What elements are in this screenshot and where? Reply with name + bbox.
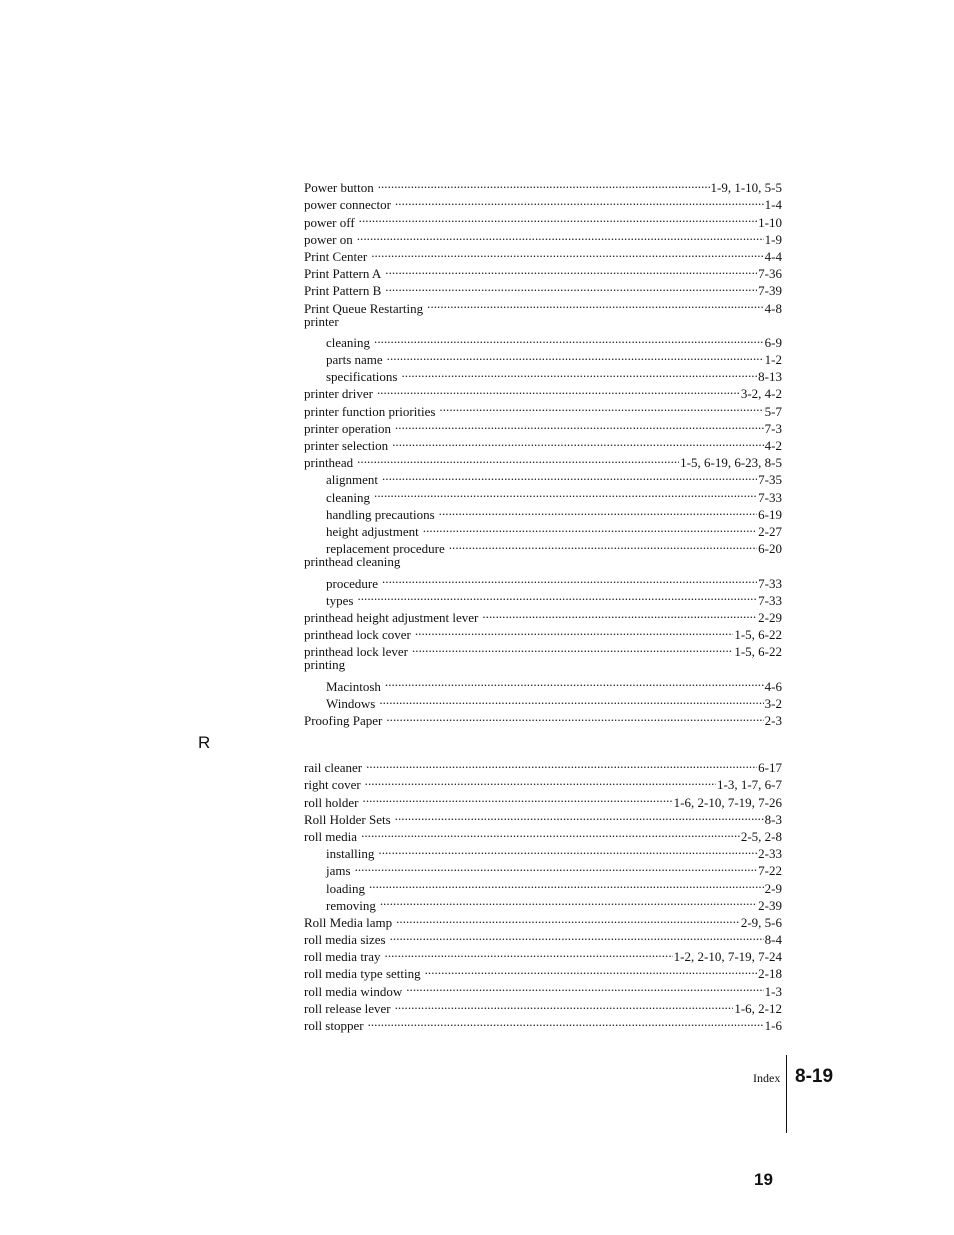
index-entry bbox=[304, 807, 782, 827]
index-term: installing bbox=[326, 846, 375, 862]
index-page-refs: 6-20 bbox=[758, 541, 782, 557]
dot-leader bbox=[377, 381, 740, 398]
index-entry bbox=[304, 553, 782, 570]
section-letter-r: R bbox=[198, 733, 211, 752]
dot-leader bbox=[357, 588, 757, 605]
dot-leader bbox=[357, 450, 679, 467]
index-entry bbox=[304, 605, 782, 625]
index-term: roll media sizes bbox=[304, 932, 386, 948]
footer-divider bbox=[786, 1055, 787, 1133]
dot-leader bbox=[378, 175, 710, 192]
dot-leader bbox=[363, 789, 673, 806]
index-term: roll media type setting bbox=[304, 966, 421, 982]
index-page-refs: 1-3 bbox=[764, 983, 782, 999]
index-term: loading bbox=[326, 880, 365, 896]
index-term: Roll Holder Sets bbox=[304, 811, 391, 827]
index-page-refs: 8-13 bbox=[758, 369, 782, 385]
index-page-refs: 3-2 bbox=[764, 695, 782, 711]
index-page-refs: 7-22 bbox=[758, 863, 782, 879]
index-term: cleaning bbox=[326, 334, 371, 350]
index-page-refs: 7-33 bbox=[758, 592, 782, 608]
index-page-refs: 2-18 bbox=[758, 966, 782, 982]
index-subentry bbox=[304, 841, 782, 862]
index-page-refs: 7-33 bbox=[758, 575, 782, 591]
dot-leader bbox=[395, 996, 734, 1013]
index-term: roll release lever bbox=[304, 1000, 391, 1016]
index-entry bbox=[304, 1013, 782, 1033]
index-page-refs: 7-35 bbox=[758, 472, 782, 488]
index-page-refs: 3-2, 4-2 bbox=[740, 386, 782, 402]
index-entry bbox=[304, 244, 782, 264]
index-page-refs: 1-10 bbox=[758, 214, 782, 230]
index-term: alignment bbox=[326, 472, 378, 488]
dot-leader bbox=[385, 278, 757, 295]
index-entry bbox=[304, 824, 782, 844]
index-page-refs: 8-3 bbox=[764, 811, 782, 827]
dot-leader bbox=[361, 824, 740, 841]
index-page-refs: 2-33 bbox=[758, 846, 782, 862]
index-term: printhead height adjustment lever bbox=[304, 609, 479, 625]
dot-leader bbox=[385, 261, 757, 278]
index-term: power off bbox=[304, 214, 355, 230]
index-subentry bbox=[304, 347, 782, 368]
index-subentry bbox=[304, 570, 782, 591]
index-page-refs: 2-3 bbox=[764, 713, 782, 728]
index-term: right cover bbox=[304, 777, 361, 793]
dot-leader bbox=[382, 467, 757, 484]
dot-leader bbox=[380, 893, 757, 910]
index-page-refs: 4-4 bbox=[764, 248, 782, 264]
index-term: types bbox=[326, 592, 354, 608]
index-term: Print Pattern B bbox=[304, 283, 382, 299]
index-subentry bbox=[304, 893, 782, 913]
index-term: rail cleaner bbox=[304, 760, 363, 776]
dot-leader bbox=[385, 673, 764, 690]
dot-leader bbox=[406, 978, 763, 995]
index-term: Windows bbox=[326, 695, 376, 711]
index-term: printer selection bbox=[304, 438, 389, 453]
index-page-refs: 1-6 bbox=[764, 1018, 782, 1033]
index-page-refs: 1-5, 6-22 bbox=[734, 627, 782, 643]
dot-leader bbox=[369, 875, 764, 892]
index-page-refs: 1-6, 2-12 bbox=[734, 1000, 782, 1016]
index-term: Print Queue Restarting bbox=[304, 300, 424, 316]
index-term: printhead lock cover bbox=[304, 627, 411, 643]
index-term: power connector bbox=[304, 197, 391, 213]
dot-leader bbox=[412, 639, 733, 656]
index-term: printhead cleaning bbox=[304, 554, 401, 570]
index-term: printer driver bbox=[304, 386, 373, 402]
index-page-refs: 1-2 bbox=[764, 352, 782, 368]
dot-leader bbox=[379, 691, 763, 708]
index-subentry bbox=[304, 467, 782, 488]
index-term: roll media tray bbox=[304, 949, 381, 965]
index-entry bbox=[304, 789, 782, 810]
dot-leader bbox=[359, 209, 757, 226]
index-term: printer function priorities bbox=[304, 403, 436, 419]
index-page-refs: 1-3, 1-7, 6-7 bbox=[717, 777, 782, 793]
index-term: replacement procedure bbox=[326, 541, 445, 557]
index-term: printhead lock lever bbox=[304, 644, 408, 660]
index-page-refs: 2-39 bbox=[758, 897, 782, 913]
index-term: specifications bbox=[326, 369, 398, 385]
index-entry bbox=[304, 227, 782, 247]
index-page-refs: 7-36 bbox=[758, 266, 782, 282]
index-term: handling precautions bbox=[326, 506, 435, 522]
dot-leader bbox=[390, 927, 764, 944]
index-term: printer bbox=[304, 313, 339, 329]
dot-leader bbox=[439, 502, 757, 519]
index-entry bbox=[304, 209, 782, 230]
index-page-refs: 4-8 bbox=[764, 300, 782, 316]
index-page-refs: 1-6, 2-10, 7-19, 7-26 bbox=[673, 794, 782, 810]
index-subentry bbox=[304, 858, 782, 879]
dot-leader bbox=[395, 807, 764, 824]
dot-leader bbox=[425, 961, 758, 978]
index-term: Proofing Paper bbox=[304, 713, 383, 728]
index-section-p bbox=[304, 175, 782, 728]
index-page-refs: 1-9 bbox=[764, 231, 782, 247]
index-page-refs: 1-5, 6-19, 6-23, 8-5 bbox=[680, 455, 782, 471]
dot-leader bbox=[371, 244, 763, 261]
index-term: height adjustment bbox=[326, 523, 419, 539]
index-term: printhead bbox=[304, 455, 354, 471]
index-entry bbox=[304, 772, 782, 793]
index-page-refs: 2-5, 2-8 bbox=[740, 828, 782, 844]
index-page-refs: 8-4 bbox=[764, 932, 782, 948]
dot-leader bbox=[423, 519, 757, 536]
dot-leader bbox=[382, 570, 757, 587]
index-page-refs: 5-7 bbox=[764, 403, 782, 419]
index-page-refs: 4-6 bbox=[764, 678, 782, 694]
index-subentry bbox=[304, 588, 782, 608]
index-term: roll media bbox=[304, 828, 358, 844]
dot-leader bbox=[357, 227, 764, 244]
dot-leader bbox=[415, 622, 733, 639]
dot-leader bbox=[427, 295, 764, 312]
index-entry bbox=[304, 450, 782, 471]
footer-section-label: Index bbox=[753, 1071, 781, 1085]
index-entry bbox=[304, 755, 782, 776]
index-term: Macintosh bbox=[326, 678, 381, 694]
index-term: jams bbox=[326, 863, 351, 879]
dot-leader bbox=[395, 192, 764, 209]
index-term: power on bbox=[304, 231, 353, 247]
dot-leader bbox=[374, 484, 757, 501]
index-term: Power button bbox=[304, 180, 374, 196]
index-page-refs: 1-9, 1-10, 5-5 bbox=[710, 180, 782, 196]
dot-leader bbox=[482, 605, 757, 622]
index-subentry bbox=[304, 502, 782, 522]
index-page-refs: 7-33 bbox=[758, 489, 782, 505]
index-subentry bbox=[304, 875, 782, 896]
index-page-refs: 4-2 bbox=[764, 438, 782, 453]
dot-leader bbox=[378, 841, 757, 858]
dot-leader bbox=[368, 1013, 764, 1030]
index-subentry bbox=[304, 330, 782, 350]
index-subentry bbox=[304, 484, 782, 505]
index-term: roll holder bbox=[304, 794, 359, 810]
index-page-refs: 7-3 bbox=[764, 420, 782, 436]
index-subentry bbox=[304, 673, 782, 694]
index-term: Print Pattern A bbox=[304, 266, 382, 282]
index-page-refs: 2-9 bbox=[764, 880, 782, 896]
dot-leader bbox=[395, 416, 764, 433]
index-page-refs: 1-2, 2-10, 7-19, 7-24 bbox=[673, 949, 782, 965]
index-term: printer operation bbox=[304, 420, 391, 436]
index-term: Print Center bbox=[304, 248, 368, 264]
index-term: roll stopper bbox=[304, 1018, 364, 1033]
index-page-refs: 6-17 bbox=[758, 760, 782, 776]
dot-leader bbox=[365, 772, 716, 789]
dot-leader bbox=[385, 944, 673, 961]
index-term: printing bbox=[304, 657, 346, 673]
index-page-refs: 7-39 bbox=[758, 283, 782, 299]
index-page-refs: 6-19 bbox=[758, 506, 782, 522]
dot-leader bbox=[366, 755, 757, 772]
index-page-refs: 1-5, 6-22 bbox=[734, 644, 782, 660]
index-term: removing bbox=[326, 897, 376, 913]
footer-page-number: 8-19 bbox=[795, 1066, 834, 1087]
dot-leader bbox=[401, 364, 757, 381]
index-term: parts name bbox=[326, 352, 383, 368]
dot-leader bbox=[355, 858, 758, 875]
dot-leader bbox=[396, 910, 740, 927]
index-term: roll media window bbox=[304, 983, 403, 999]
index-page-refs: 2-29 bbox=[758, 609, 782, 625]
index-page-refs: 2-9, 5-6 bbox=[740, 914, 782, 930]
dot-leader bbox=[374, 330, 764, 347]
index-page-refs: 1-4 bbox=[764, 197, 782, 213]
index-page-refs: 2-27 bbox=[758, 523, 782, 539]
index-entry bbox=[304, 175, 782, 196]
dot-leader bbox=[449, 536, 757, 553]
dot-leader bbox=[439, 398, 763, 415]
index-term: procedure bbox=[326, 575, 378, 591]
sheet-number: 19 bbox=[754, 1170, 773, 1189]
dot-leader bbox=[392, 433, 764, 450]
index-term: Roll Media lamp bbox=[304, 914, 393, 930]
index-term: cleaning bbox=[326, 489, 371, 505]
dot-leader bbox=[386, 708, 763, 725]
dot-leader bbox=[387, 347, 764, 364]
index-section-r bbox=[304, 755, 782, 1033]
index-entry bbox=[304, 261, 782, 282]
index-page-refs: 6-9 bbox=[764, 334, 782, 350]
